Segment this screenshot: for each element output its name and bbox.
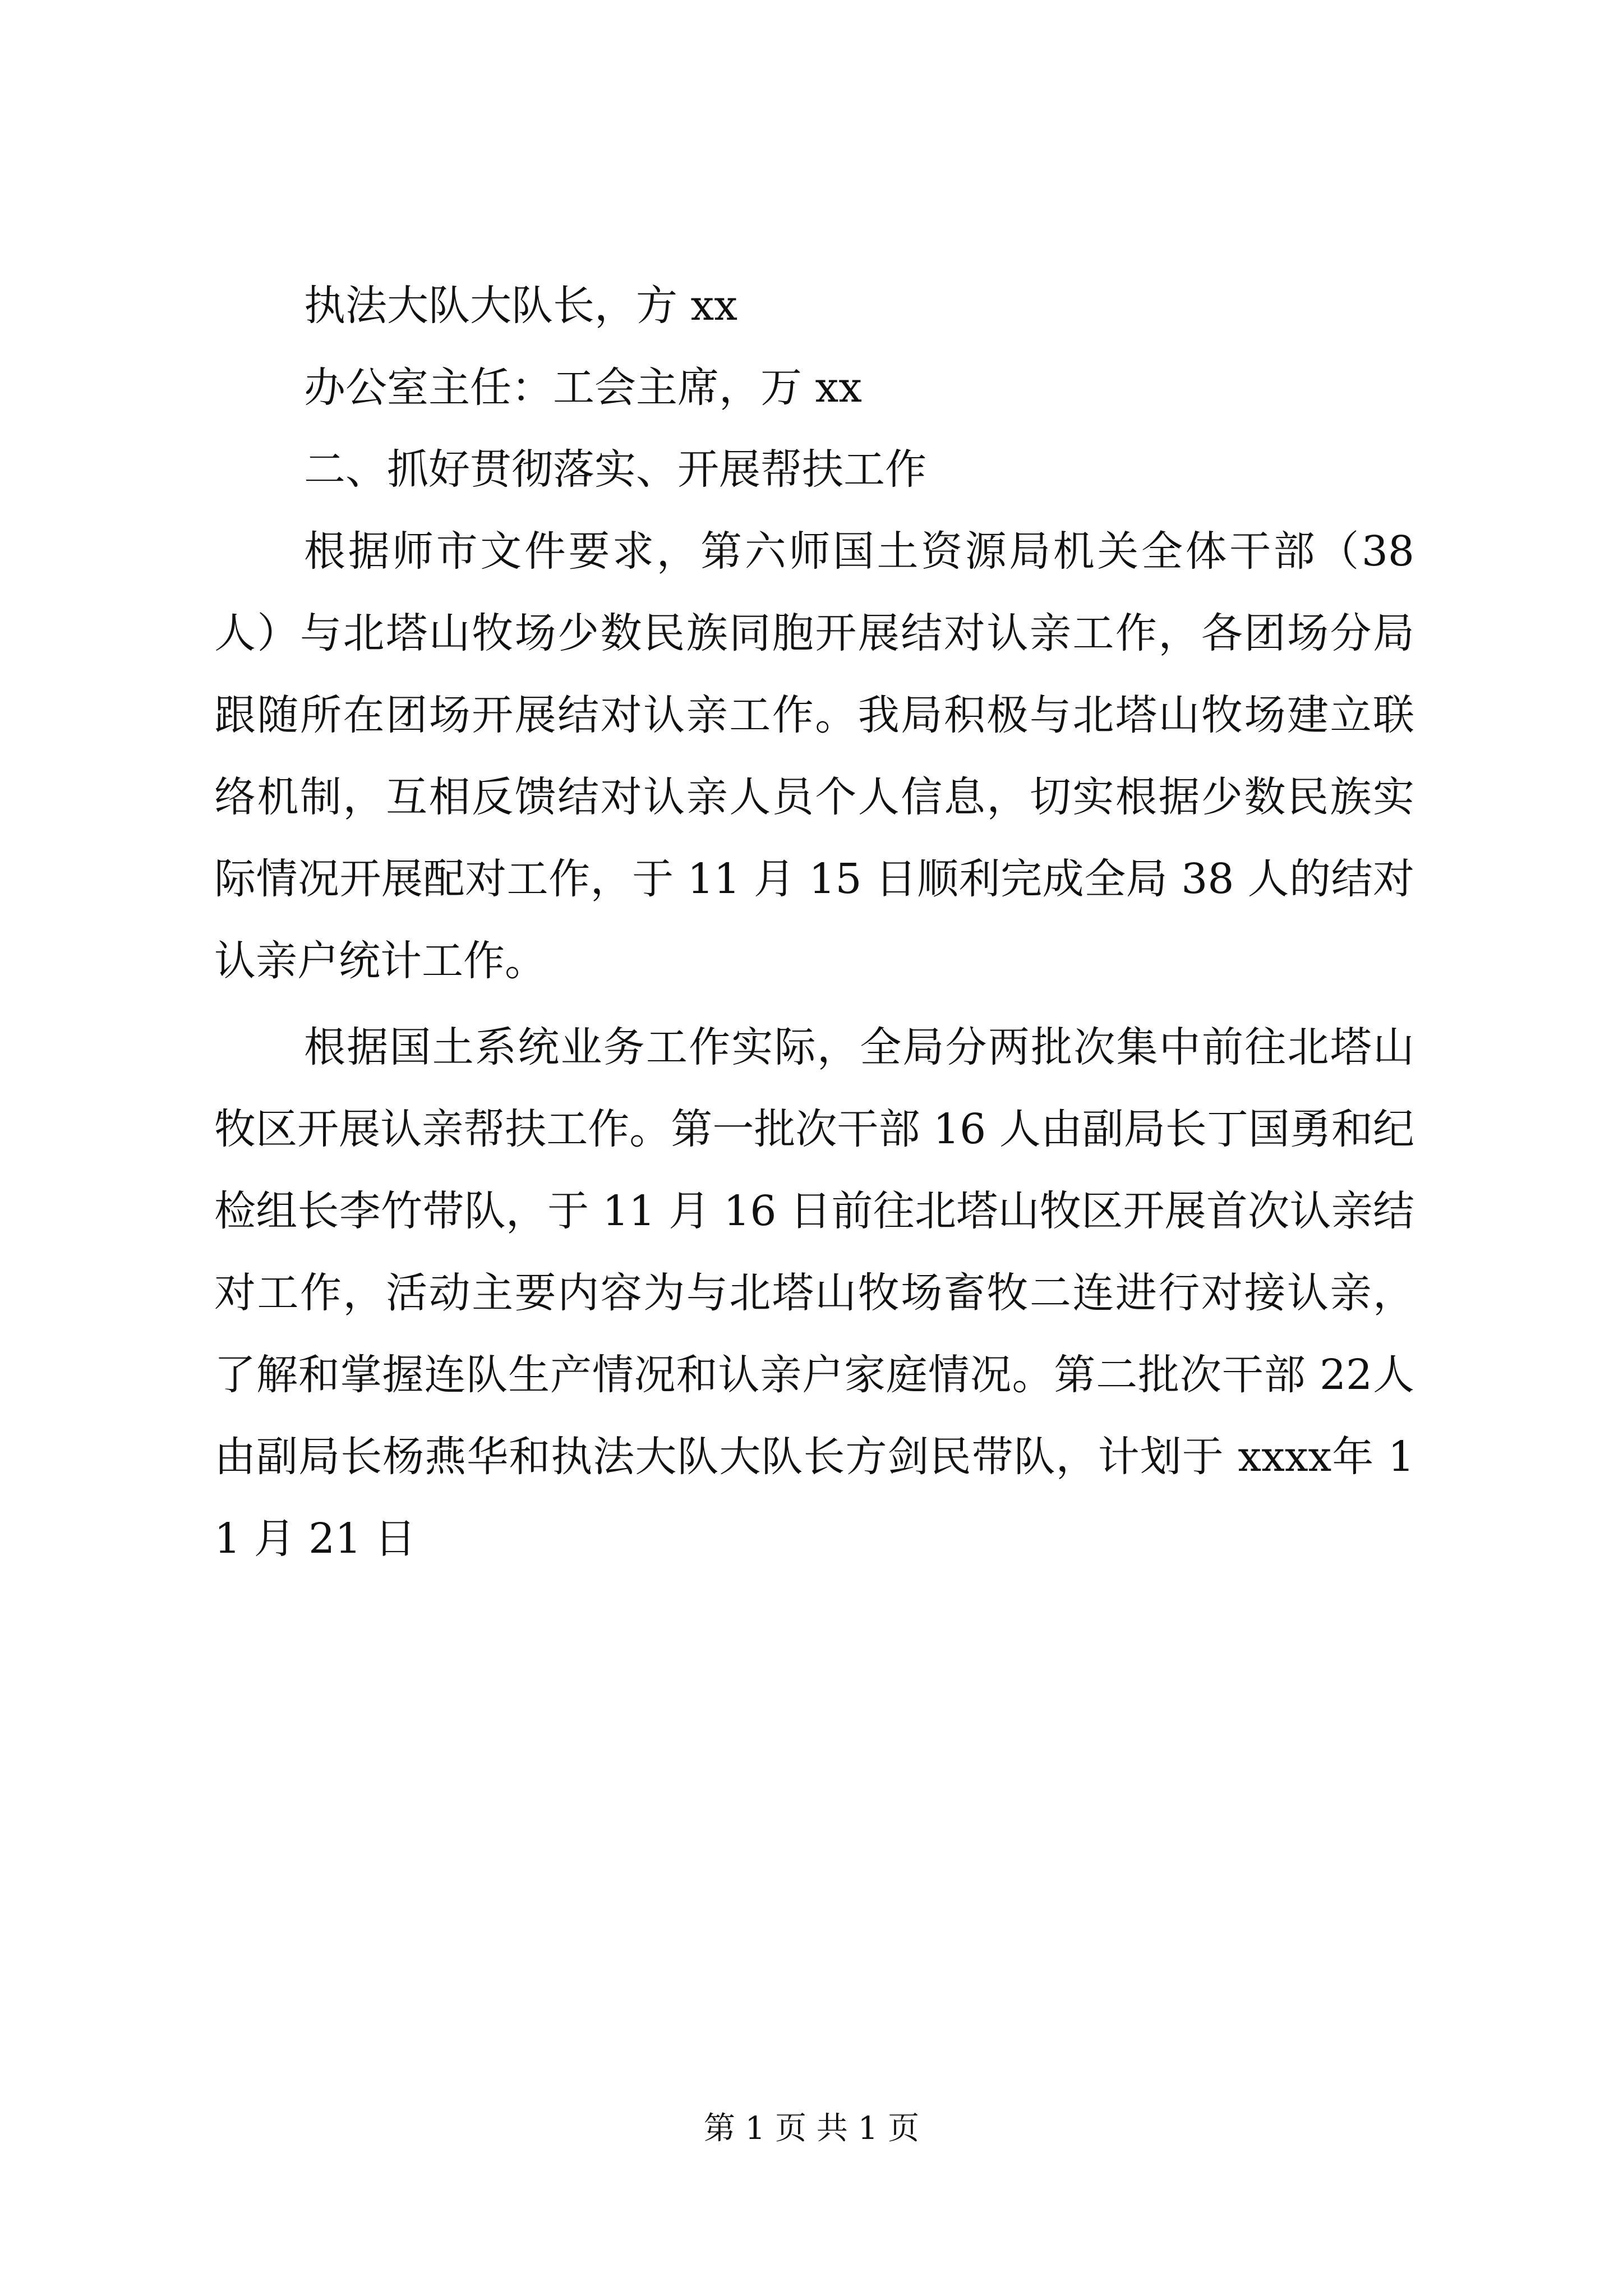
line-office-director: 办公室主任：工会主席，万 xx <box>304 364 862 412</box>
paragraph-pairing-requirements: 根据师市文件要求，第六师国土资源局机关全体干部（38人）与北塔山牧场少数民族同胞开展结对认亲工作，各团场分局跟随所在团场开展结对认亲工作。我局积极与北塔山牧场建立联络机制，互相反馈结对认亲人员个人信息，切实根据少数民族实际情况开展配对工作，于 11 月 15 日顺利完成全局 38 人的结对认亲户统计工作。 <box>214 527 1414 985</box>
section-heading: 二、抓好贯彻落实、开展帮扶工作 <box>304 445 926 494</box>
document-body <box>214 265 1414 1580</box>
page-footer: 第 1 页 共 1 页 <box>703 2110 920 2147</box>
paragraph-visit-batches: 根据国土系统业务工作实际，全局分两批次集中前往北塔山牧区开展认亲帮扶工作。第一批次干部 16 人由副局长丁国勇和纪检组长李竹带队，于 11 月 16 日前往北塔山牧区开展首次认亲结对工作，活动主要内容为与北塔山牧场畜牧二连进行对接认亲，了解和掌握连队生产情况和认亲户家庭情况。第二批次干部 22人由副局长杨燕华和执法大队大队长方剑民带队，计划于 xxxx年 11 月 21 日 <box>214 1023 1414 1563</box>
line-law-enforcement-captain: 执法大队大队长，方 xx <box>304 282 737 330</box>
